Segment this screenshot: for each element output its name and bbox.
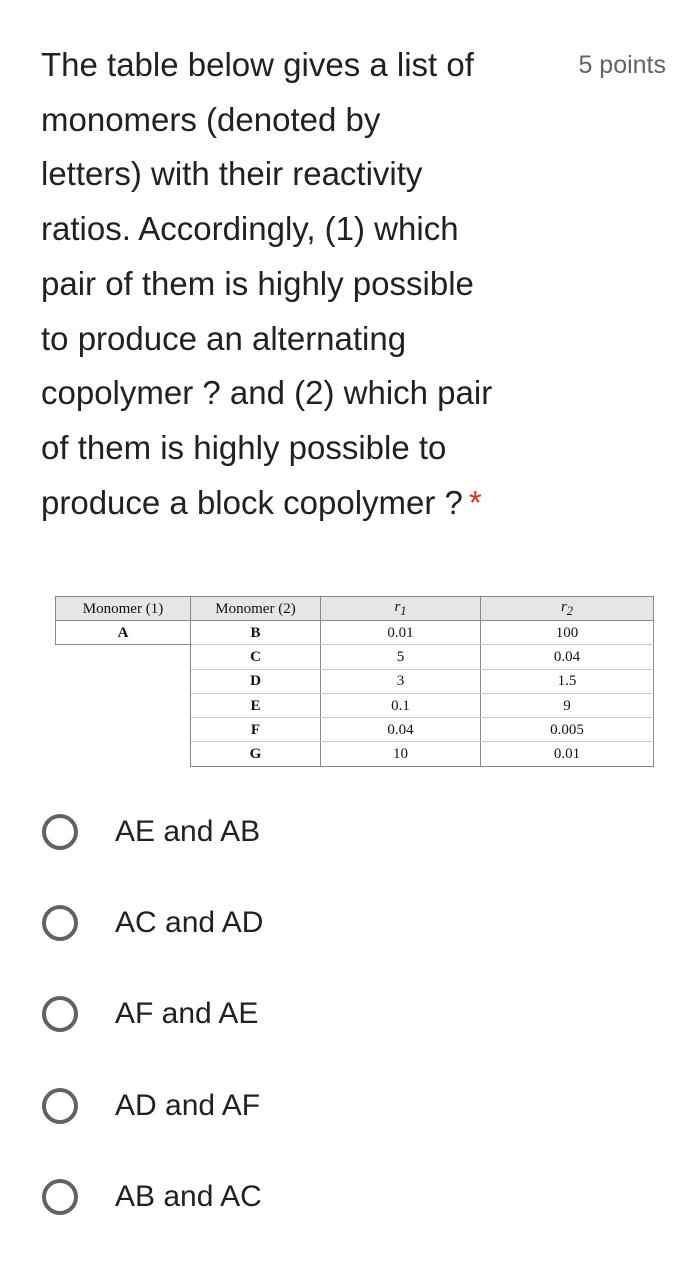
header-monomer-1: Monomer (1) xyxy=(56,597,191,621)
option-ad-and-af[interactable] xyxy=(0,1074,692,1144)
question-line: pair of them is highly possible xyxy=(41,264,474,302)
question-line: produce a block copolymer ? xyxy=(41,483,463,521)
r1-cell: 0.01 xyxy=(321,621,481,645)
option-label[interactable]: AF and AE xyxy=(115,997,259,1030)
question-header xyxy=(0,0,692,540)
radio-button[interactable] xyxy=(42,1088,78,1124)
option-ac-and-ad[interactable] xyxy=(0,891,692,961)
option-label[interactable]: AD and AF xyxy=(115,1089,261,1122)
radio-button[interactable] xyxy=(42,1179,78,1215)
option-label[interactable]: AC and AD xyxy=(115,906,264,939)
question-title xyxy=(41,38,561,530)
radio-button[interactable] xyxy=(42,905,78,941)
r1-cell: 10 xyxy=(321,742,481,766)
monomer-2-cell: G xyxy=(191,742,321,766)
required-asterisk: * xyxy=(468,483,482,521)
table-row xyxy=(56,669,654,693)
radio-button[interactable] xyxy=(42,814,78,850)
r1-cell: 0.1 xyxy=(321,693,481,717)
option-af-and-ae[interactable] xyxy=(0,982,692,1052)
monomer-2-cell: C xyxy=(191,645,321,669)
empty-cell xyxy=(56,718,191,742)
table-row xyxy=(56,621,654,645)
question-line: copolymer ? and (2) which pair xyxy=(41,374,493,412)
option-label[interactable]: AB and AC xyxy=(115,1180,262,1213)
r2-cell: 9 xyxy=(481,693,654,717)
empty-cell xyxy=(56,669,191,693)
monomer-2-cell: D xyxy=(191,669,321,693)
option-ae-and-ab[interactable] xyxy=(0,800,692,870)
reactivity-table-image xyxy=(55,596,655,768)
question-line: of them is highly possible to xyxy=(41,428,447,466)
header-r2: $r_2$ xyxy=(481,597,654,621)
r2-cell: 0.005 xyxy=(481,718,654,742)
r1-cell: 3 xyxy=(321,669,481,693)
option-label[interactable]: AE and AB xyxy=(115,815,261,848)
monomer-2-cell: B xyxy=(191,621,321,645)
radio-button[interactable] xyxy=(42,996,78,1032)
empty-cell xyxy=(56,645,191,669)
question-line: to produce an alternating xyxy=(41,319,407,357)
question-line: letters) with their reactivity xyxy=(41,155,423,193)
monomer-2-cell: E xyxy=(191,693,321,717)
reactivity-ratio-table xyxy=(55,596,654,767)
table-row xyxy=(56,693,654,717)
r1-cell: 5 xyxy=(321,645,481,669)
r2-cell: 0.04 xyxy=(481,645,654,669)
r2-cell: 0.01 xyxy=(481,742,654,766)
question-line: The table below gives a list of xyxy=(41,46,474,83)
option-ab-and-ac[interactable] xyxy=(0,1165,692,1235)
question-line-last xyxy=(41,476,561,531)
question-line: ratios. Accordingly, (1) which xyxy=(41,210,459,248)
points-label: 5 points xyxy=(578,51,666,79)
table-row xyxy=(56,718,654,742)
empty-cell xyxy=(56,693,191,717)
header-r1: $r_1$ xyxy=(321,597,481,621)
table-row xyxy=(56,645,654,669)
monomer-2-cell: F xyxy=(191,718,321,742)
r2-cell: 1.5 xyxy=(481,669,654,693)
table-row xyxy=(56,742,654,766)
monomer-1-cell: A xyxy=(56,621,191,645)
empty-cell xyxy=(56,742,191,766)
header-monomer-2: Monomer (2) xyxy=(191,597,321,621)
r1-cell: 0.04 xyxy=(321,718,481,742)
table-header-row xyxy=(56,597,654,621)
question-line: monomers (denoted by xyxy=(41,100,381,138)
r2-cell: 100 xyxy=(481,621,654,645)
